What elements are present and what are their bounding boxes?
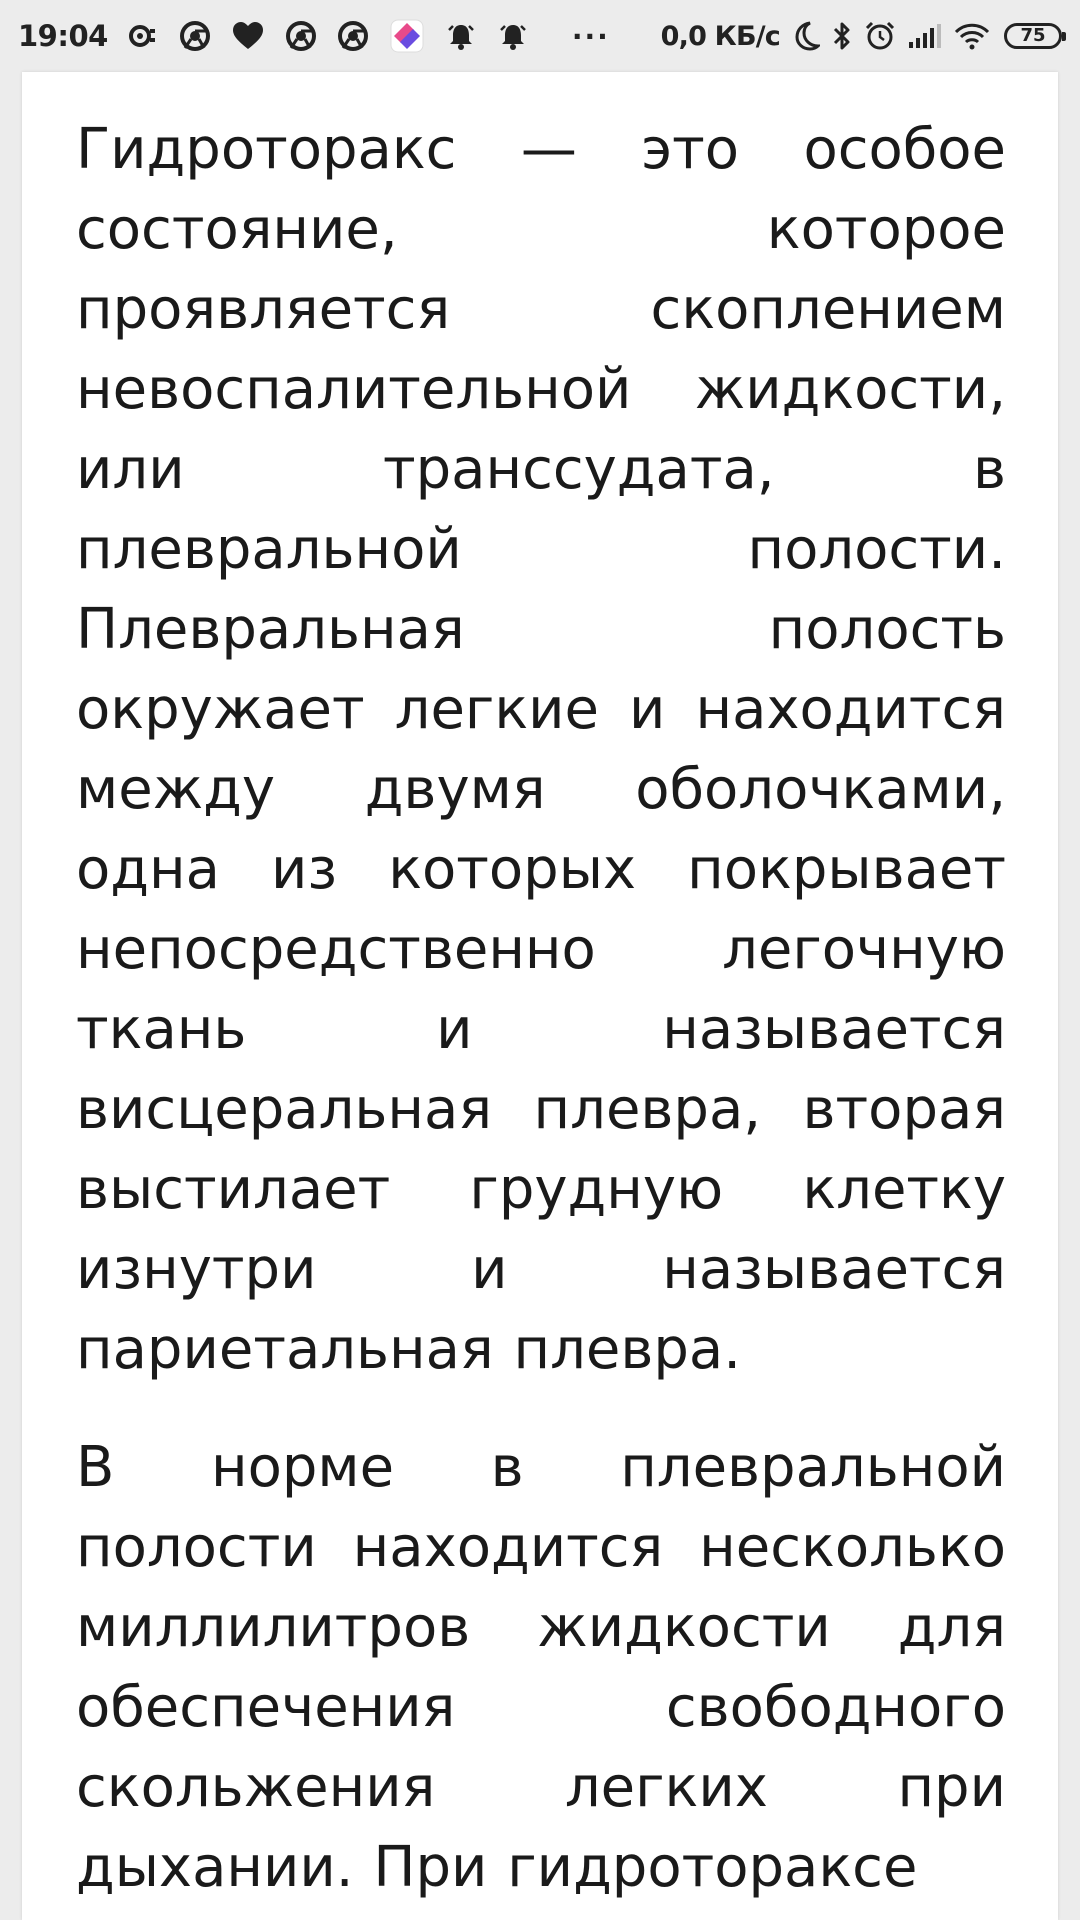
- notification-icons: [128, 19, 528, 53]
- system-icons: [661, 20, 1062, 52]
- moon-icon: [792, 21, 820, 51]
- article-body: [76, 110, 1006, 1920]
- heart-icon: [232, 22, 264, 50]
- article-card[interactable]: [22, 72, 1058, 1920]
- network-speed: 0,0 КБ/с: [660, 20, 780, 52]
- article-paragraph: В норме в плевральной полости находится несколько миллилитров жидкости для обеспечения свободного скольжения легких при дыхании. При гидротораксе: [76, 1435, 1006, 1900]
- weather-icon: [128, 23, 158, 49]
- status-time: 19:04: [18, 19, 108, 53]
- battery-nub: [1062, 32, 1066, 41]
- bluetooth-icon: [832, 20, 852, 52]
- article-paragraph: Гидроторакс — это особое состояние, которое проявляется скоплением невоспалительной жидкости, или транссудата, в плевральной полости. Плевральная полость окружает легкие и находится между двумя оболочками, одна из которых покрывает непосредственно легочную ткань и называется висцеральная плевра, вторая выстилает грудную клетку изнутри и называется париетальная плевра.: [76, 117, 1006, 1382]
- app-icon: [390, 19, 424, 53]
- wifi-icon: [954, 22, 990, 50]
- alarm-clock-icon: [864, 20, 896, 52]
- chrome-icon: [286, 21, 316, 51]
- chrome-icon: [338, 21, 368, 51]
- more-notifications-icon: ···: [571, 19, 610, 53]
- battery-indicator: [1004, 23, 1062, 49]
- signal-icon: [908, 23, 942, 49]
- status-bar: [0, 0, 1080, 72]
- alarm-bell-icon: [498, 21, 528, 51]
- alarm-bell-icon: [446, 21, 476, 51]
- battery-level: 75: [1020, 25, 1046, 46]
- chrome-icon: [180, 21, 210, 51]
